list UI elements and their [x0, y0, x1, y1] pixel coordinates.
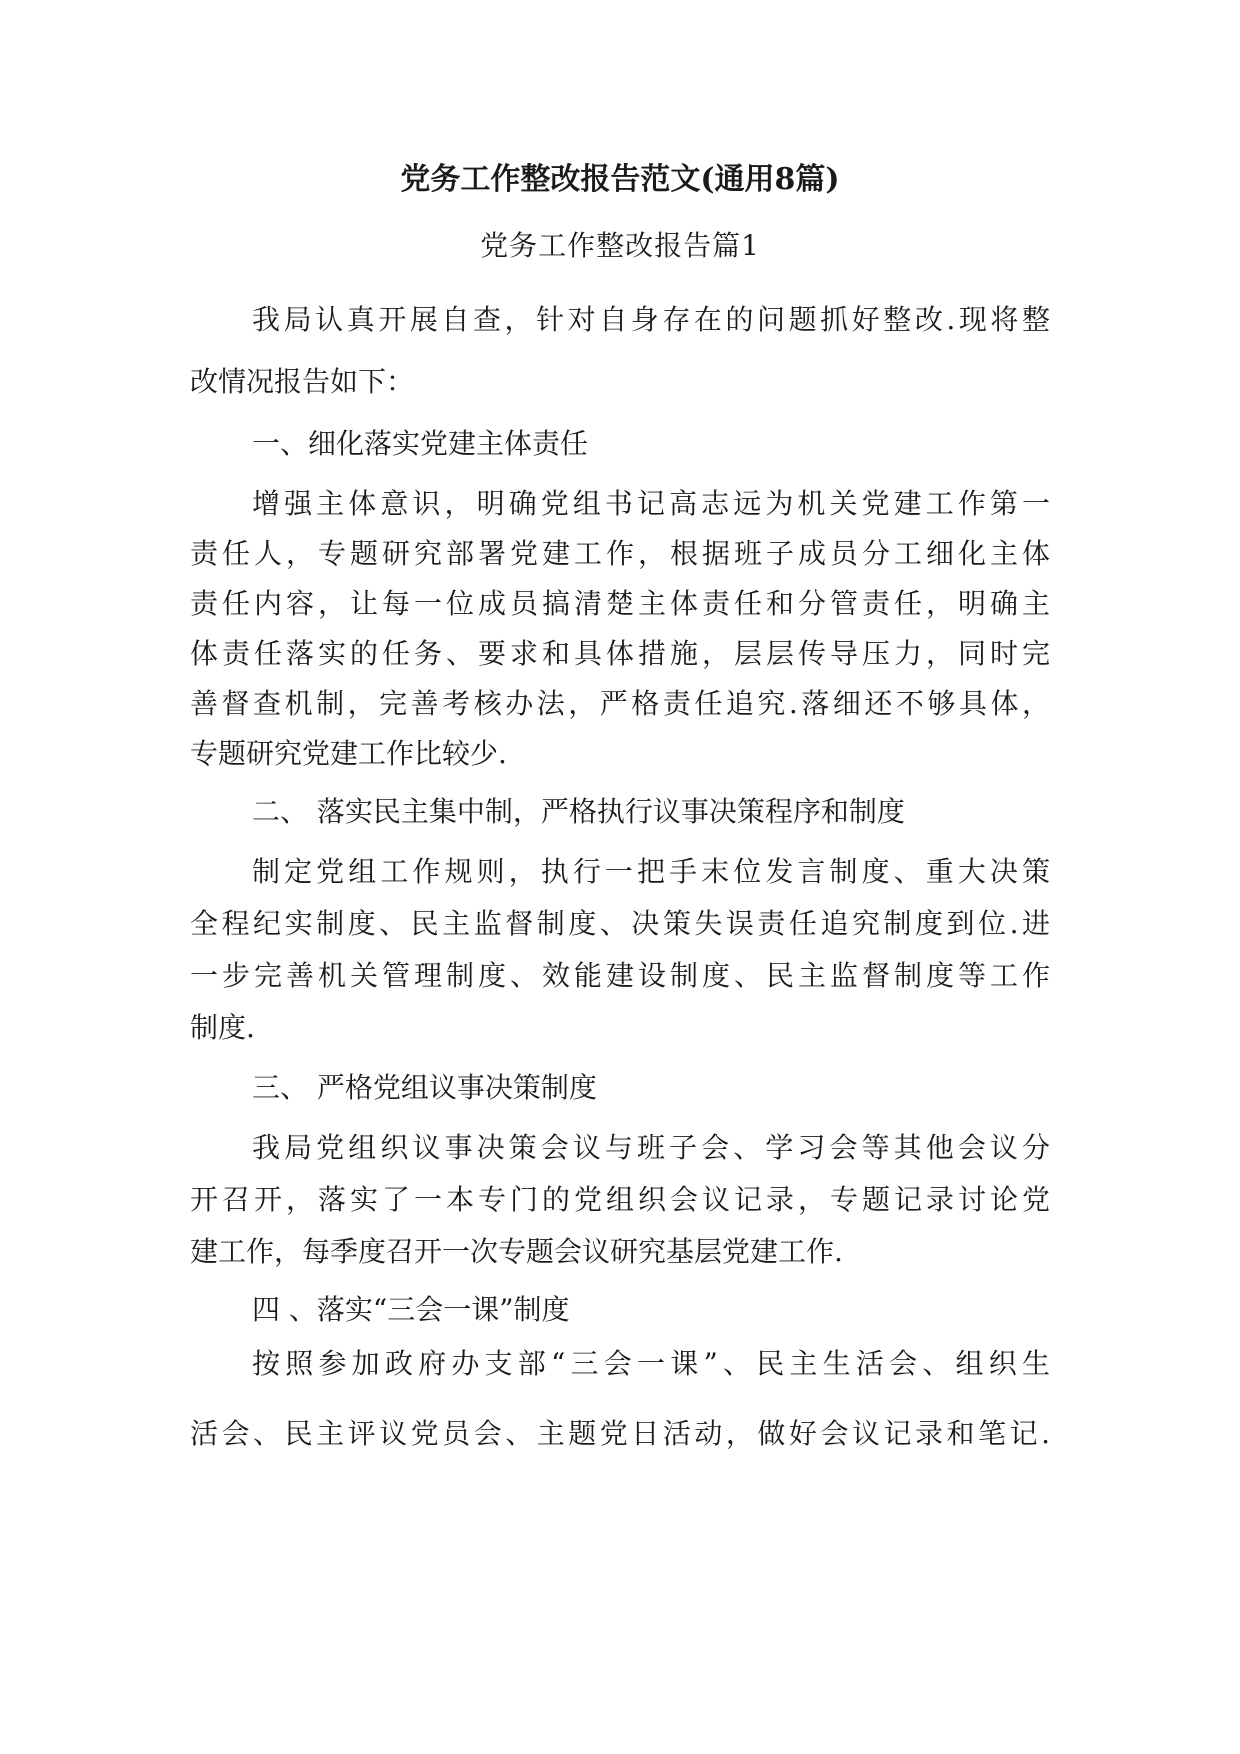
paragraph-line: 体责任落实的任务、要求和具体措施，层层传导压力，同时完 [190, 637, 1050, 670]
paragraph-line: 善督查机制，完善考核办法，严格责任追究.落细还不够具体， [190, 687, 1050, 720]
paragraph-line: 制定党组工作规则，执行一把手末位发言制度、重大决策 [252, 855, 1050, 888]
paragraph-line: 制度. [190, 1011, 255, 1044]
paragraph-line: 建工作，每季度召开一次专题会议研究基层党建工作. [190, 1235, 843, 1268]
section-heading: 四 、落实“三会一课”制度 [252, 1293, 570, 1326]
paragraph-line: 按照参加政府办支部“三会一课”、民主生活会、组织生 [252, 1347, 1050, 1380]
document-title: 党务工作整改报告范文(通用8篇) [400, 162, 840, 197]
paragraph-line: 我局认真开展自查，针对自身存在的问题抓好整改.现将整 [252, 303, 1050, 336]
paragraph-line: 责任内容，让每一位成员搞清楚主体责任和分管责任，明确主 [190, 587, 1050, 620]
paragraph-line: 一步完善机关管理制度、效能建设制度、民主监督制度等工作 [190, 959, 1050, 992]
section-heading: 三、 严格党组议事决策制度 [252, 1071, 597, 1104]
paragraph-line: 责任人，专题研究部署党建工作，根据班子成员分工细化主体 [190, 537, 1050, 570]
paragraph-line: 开召开，落实了一本专门的党组织会议记录，专题记录讨论党 [190, 1183, 1050, 1216]
section-heading: 二、 落实民主集中制，严格执行议事决策程序和制度 [252, 795, 905, 828]
paragraph-line: 我局党组织议事决策会议与班子会、学习会等其他会议分 [252, 1131, 1050, 1164]
paragraph-line: 改情况报告如下： [190, 365, 415, 398]
document-subtitle: 党务工作整改报告篇1 [480, 229, 760, 262]
paragraph-line: 专题研究党建工作比较少. [190, 737, 507, 770]
paragraph-line: 活会、民主评议党员会、主题党日活动，做好会议记录和笔记. [190, 1417, 1050, 1450]
paragraph-line: 全程纪实制度、民主监督制度、决策失误责任追究制度到位.进 [190, 907, 1050, 940]
paragraph-line: 增强主体意识，明确党组书记高志远为机关党建工作第一 [252, 487, 1050, 520]
section-heading: 一、细化落实党建主体责任 [252, 427, 589, 460]
